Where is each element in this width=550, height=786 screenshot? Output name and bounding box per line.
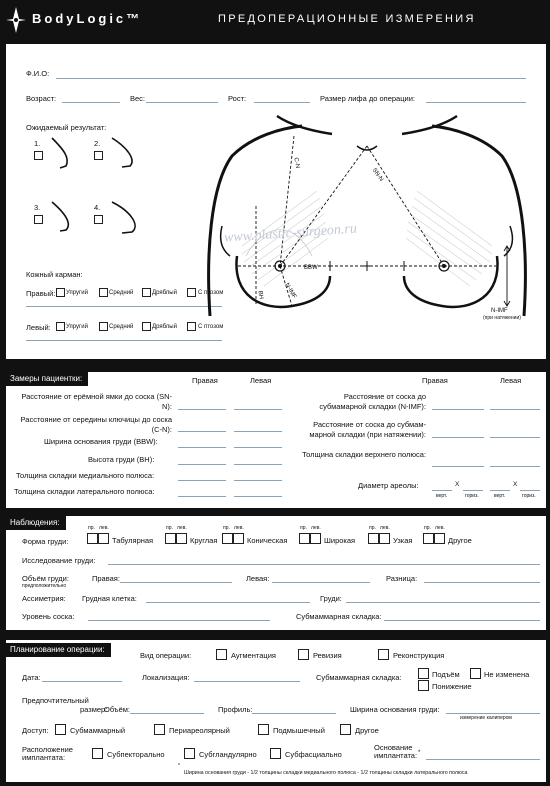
meas-field[interactable] — [234, 464, 282, 465]
meas-c-n: Расстояние от середины ключицы до соска (C-N): — [20, 415, 172, 434]
expected-option-4-checkbox[interactable] — [94, 215, 103, 224]
skin-left-opt-4[interactable] — [187, 322, 196, 331]
x-label: X — [455, 481, 460, 488]
meas-field[interactable] — [178, 464, 226, 465]
skin-opt-label: Дряблый — [152, 324, 177, 330]
height-field[interactable] — [254, 102, 310, 103]
col-left: Левая — [250, 376, 272, 385]
basis-label-2: имплантата: — [374, 751, 418, 760]
shape-left-cb[interactable] — [176, 533, 187, 544]
measurements-tab: Замеры пациентки: — [6, 372, 88, 386]
access-opt: Подмышечный — [273, 726, 325, 735]
local-label: Локализация: — [142, 673, 190, 682]
shape-right-cb[interactable] — [368, 533, 379, 544]
placement-label-1: Расположение — [22, 745, 73, 754]
fio-field[interactable] — [56, 78, 526, 79]
op-reconstr-cb[interactable] — [378, 649, 389, 660]
shape-opt: Другое — [448, 536, 472, 545]
shape-left-cb[interactable] — [434, 533, 445, 544]
shape-left-cb[interactable] — [98, 533, 109, 544]
shape-opt: Круглая — [190, 536, 218, 545]
placement-opt: Субфасциально — [285, 750, 342, 759]
shape-opt: Коническая — [247, 536, 288, 545]
expected-option-2-checkbox[interactable] — [94, 151, 103, 160]
skin-right-opt-4[interactable] — [187, 288, 196, 297]
skin-right-label: Правый: — [26, 289, 56, 298]
nipple-field[interactable] — [88, 620, 270, 621]
basis-label-1: Основание — [374, 743, 413, 752]
meas-field[interactable] — [520, 490, 540, 491]
fold-opt: Подъём — [432, 670, 460, 679]
meas-field[interactable] — [432, 490, 452, 491]
expected-option-label: 2. — [94, 139, 101, 148]
shape-label: Форма груди: — [22, 537, 69, 546]
profile-label: Профиль: — [218, 705, 253, 714]
diff-field[interactable] — [424, 582, 540, 583]
skin-title: Кожный карман: — [26, 270, 83, 279]
shape-opt: Табулярная — [112, 536, 154, 545]
meas-field[interactable] — [234, 409, 282, 410]
bra-label: Размер лифа до операции: — [320, 94, 415, 103]
meas-bh: Высота груди (BH): — [88, 455, 155, 464]
access-opt: Другое — [355, 726, 379, 735]
meas-n-imf-stretch: Расстояние от соска до субмам- марной складки (при натяжении): — [309, 420, 426, 439]
lev-label: лев. — [380, 525, 390, 531]
pr-label: пр. — [300, 525, 307, 531]
diff-label: Разница: — [386, 574, 418, 583]
bra-field[interactable] — [426, 102, 526, 103]
meas-upper: Толщина складки верхнего полюса: — [302, 450, 426, 459]
skin-left-opt-3[interactable] — [142, 322, 151, 331]
placement-opt: Субпекторально — [107, 750, 165, 759]
patient-panel — [6, 44, 546, 359]
horiz-label: гориз. — [465, 493, 479, 499]
meas-lateral: Толщина складки латерального полюса: — [14, 487, 155, 496]
col-right-2: Правая — [422, 376, 448, 385]
skin-right-opt-3[interactable] — [142, 288, 151, 297]
pr-label: пр. — [223, 525, 230, 531]
skin-left-line[interactable] — [26, 340, 222, 341]
lev-label: лев. — [234, 525, 244, 531]
skin-opt-label: Упругий — [66, 324, 88, 330]
op-type-opt: Реконструкция — [393, 651, 445, 660]
lev-label: лев. — [99, 525, 109, 531]
date-field[interactable] — [42, 681, 122, 682]
local-field[interactable] — [194, 681, 300, 682]
vol-right-field[interactable] — [120, 582, 232, 583]
fold-same-cb[interactable] — [470, 668, 481, 679]
access-opt: Субмаммарный — [70, 726, 126, 735]
breast-profile-1-icon — [46, 136, 78, 172]
expected-option-3-checkbox[interactable] — [34, 215, 43, 224]
footnote: Ширина основания груди - 1/2 толщины складки медиального полюса - 1/2 толщины складки латерального полюса — [184, 770, 468, 776]
bodylogic-logo-icon — [4, 6, 28, 34]
breasts-field[interactable] — [346, 602, 540, 603]
meas-field[interactable] — [463, 490, 483, 491]
access-opt-1[interactable] — [55, 724, 66, 735]
cn-label: C-N — [292, 157, 301, 169]
measurements-panel — [6, 372, 546, 508]
weight-field[interactable] — [146, 102, 218, 103]
caliper-note: измерение калипером — [460, 715, 512, 721]
skin-right-opt-1[interactable] — [56, 288, 65, 297]
shape-left-cb[interactable] — [233, 533, 244, 544]
height-label: Рост: — [228, 94, 247, 103]
lev-label: лев. — [177, 525, 187, 531]
op-type-opt: Ревизия — [313, 651, 342, 660]
age-field[interactable] — [62, 102, 120, 103]
age-label: Возраст: — [26, 94, 57, 103]
vol-left-label: Левая: — [246, 574, 270, 583]
shape-opt: Широкая — [324, 536, 356, 545]
chest-label: Грудная клетка: — [82, 594, 137, 603]
skin-opt-label: Средний — [109, 290, 134, 296]
meas-field[interactable] — [178, 431, 226, 432]
snn-label: SN-N — [370, 167, 385, 183]
fio-label: Ф.И.О: — [26, 69, 50, 78]
fold-down-cb[interactable] — [418, 680, 429, 691]
planning-panel — [6, 640, 546, 782]
skin-opt-label: С птозом — [198, 324, 224, 330]
expected-option-label: 3. — [34, 203, 41, 212]
access-opt-3[interactable] — [258, 724, 269, 735]
placement-opt-3[interactable] — [270, 748, 281, 759]
shape-left-cb[interactable] — [310, 533, 321, 544]
skin-left-opt-2[interactable] — [99, 322, 108, 331]
fold-up-cb[interactable] — [418, 668, 429, 679]
skin-opt-label: Дряблый — [152, 290, 177, 296]
skin-opt-label: С птозом — [198, 290, 224, 296]
expected-title: Ожидаемый результат: — [26, 123, 107, 132]
page-title: ПРЕДОПЕРАЦИОННЫЕ ИЗМЕРЕНИЯ — [218, 13, 476, 25]
volume-label: Объём груди: — [22, 574, 69, 583]
placement-opt-2[interactable] — [184, 748, 195, 759]
vert-label: верт. — [436, 493, 448, 499]
placement-opt-1[interactable] — [92, 748, 103, 759]
access-label: Доступ: — [22, 726, 49, 735]
col-left-2: Левая — [500, 376, 522, 385]
pr-label: пр. — [166, 525, 173, 531]
date-label: Дата: — [22, 673, 41, 682]
skin-right-opt-2[interactable] — [99, 288, 108, 297]
vol-label: Объём: — [104, 705, 130, 714]
pr-label: пр. — [88, 525, 95, 531]
shape-right-cb[interactable] — [299, 533, 310, 544]
meas-medial: Толщина складки медиального полюса: — [16, 471, 155, 480]
nimf-stretch-label: (при натяжении) — [483, 315, 521, 321]
access-opt: Периареолярный — [169, 726, 230, 735]
placement-label-2: имплантата: — [22, 753, 66, 762]
meas-field[interactable] — [490, 490, 510, 491]
shape-right-cb[interactable] — [222, 533, 233, 544]
brand-name: BodyLogic™ — [32, 11, 143, 26]
pr-label: пр. — [424, 525, 431, 531]
plan-fold-label: Субмаммарная складка: — [316, 673, 402, 682]
meas-field[interactable] — [432, 409, 484, 410]
meas-sn-n: Расстояние от ерёмной ямки до соска (SN-N): — [21, 392, 172, 411]
meas-field[interactable] — [490, 466, 540, 467]
shape-right-cb[interactable] — [165, 533, 176, 544]
fold-label: Субмаммарная складка: — [296, 612, 382, 621]
meas-field[interactable] — [234, 496, 282, 497]
chest-field[interactable] — [146, 602, 310, 603]
weight-label: Вес: — [130, 94, 146, 103]
lev-label: лев. — [435, 525, 445, 531]
placement-opt: Субгландулярно — [199, 750, 257, 759]
base-width-field[interactable] — [446, 713, 540, 714]
meas-field[interactable] — [234, 431, 282, 432]
expected-option-1-checkbox[interactable] — [34, 151, 43, 160]
lev-label: лев. — [311, 525, 321, 531]
page-header — [0, 0, 550, 40]
vol-field[interactable] — [130, 713, 204, 714]
expected-option-label: 4. — [94, 203, 101, 212]
skin-opt-label: Средний — [109, 324, 134, 330]
vol-right-label: Правая: — [92, 574, 120, 583]
meas-field[interactable] — [178, 447, 226, 448]
skin-left-opt-1[interactable] — [56, 322, 65, 331]
basis-star: * — [418, 750, 421, 756]
expected-option-label: 1. — [34, 139, 41, 148]
skin-left-label: Левый: — [26, 323, 51, 332]
col-right: Правая — [192, 376, 218, 385]
size-label: размер: — [80, 705, 108, 714]
pref-label: Предпочтительный — [22, 696, 89, 705]
profile-field[interactable] — [252, 713, 336, 714]
meas-field[interactable] — [178, 409, 226, 410]
shape-opt: Узкая — [393, 536, 413, 545]
breast-profile-3-icon — [46, 200, 78, 236]
shape-right-cb[interactable] — [87, 533, 98, 544]
footnote-star: * — [178, 763, 180, 769]
nimf-label: N-IMF — [283, 282, 298, 300]
meas-bbw: Ширина основания груди (BBW): — [44, 437, 158, 446]
meas-field[interactable] — [234, 447, 282, 448]
meas-n-imf: Расстояние от соска до субмамарной складки (N-IMF): — [319, 392, 426, 411]
meas-field[interactable] — [178, 480, 226, 481]
shape-right-cb[interactable] — [423, 533, 434, 544]
access-opt-4[interactable] — [340, 724, 351, 735]
op-type-label: Вид операции: — [140, 651, 192, 660]
breast-profile-2-icon — [106, 136, 138, 172]
observations-panel — [6, 516, 546, 630]
exam-label: Исследование груди: — [22, 556, 96, 565]
nimf-right-label: N-IMF — [491, 308, 508, 314]
meas-field[interactable] — [178, 496, 226, 497]
base-width-label: Ширина основания груди: — [350, 705, 440, 714]
breasts-label: Груди: — [320, 594, 342, 603]
access-opt-2[interactable] — [154, 724, 165, 735]
op-type-opt: Аугментация — [231, 651, 276, 660]
meas-field[interactable] — [432, 437, 484, 438]
vert-label: верт. — [494, 493, 506, 499]
observations-tab: Наблюдения: — [6, 516, 66, 530]
meas-field[interactable] — [234, 480, 282, 481]
meas-field[interactable] — [432, 466, 484, 467]
horiz-label: гориз. — [522, 493, 536, 499]
planning-tab: Планирование операции: — [6, 643, 111, 657]
skin-opt-label: Упругий — [66, 290, 88, 296]
pr-label: пр. — [369, 525, 376, 531]
shape-left-cb[interactable] — [379, 533, 390, 544]
exam-field[interactable] — [108, 564, 540, 565]
meas-field[interactable] — [490, 437, 540, 438]
fold-opt: Понижение — [432, 682, 472, 691]
meas-field[interactable] — [490, 409, 540, 410]
op-revision-cb[interactable] — [298, 649, 309, 660]
bbw-label: BBW — [304, 265, 318, 271]
vol-left-field[interactable] — [272, 582, 370, 583]
nipple-label: Уровень соска: — [22, 612, 75, 621]
op-augment-cb[interactable] — [216, 649, 227, 660]
meas-areola: Диаметр ареолы: — [358, 481, 419, 490]
bh-label: BH — [256, 290, 264, 300]
asym-label: Ассиметрия: — [22, 594, 66, 603]
x-label: X — [513, 481, 518, 488]
volume-sub: предположительно — [22, 583, 67, 589]
skin-right-line[interactable] — [26, 306, 222, 307]
basis-field[interactable] — [426, 759, 540, 760]
breast-profile-4-icon — [106, 200, 140, 238]
fold-opt: Не изменена — [484, 670, 530, 679]
torso-diagram — [202, 106, 532, 328]
watermark: www.plastic-surgeon.ru — [223, 221, 358, 246]
fold-field[interactable] — [384, 620, 540, 621]
